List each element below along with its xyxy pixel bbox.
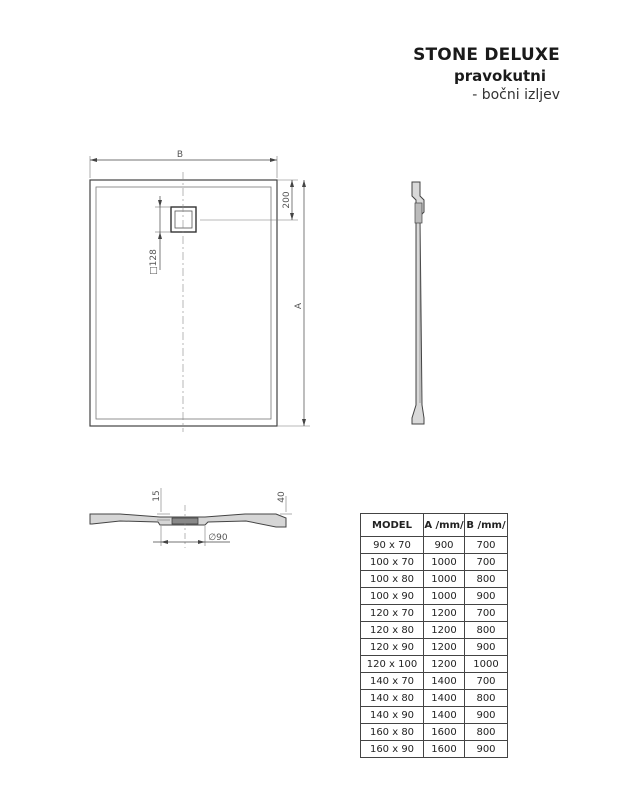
b-cell: 900 (465, 741, 508, 758)
b-cell: 700 (465, 537, 508, 554)
model-cell: 120 x 80 (361, 622, 424, 639)
model-cell: 140 x 90 (361, 707, 424, 724)
side-view (412, 182, 424, 424)
b-cell: 800 (465, 690, 508, 707)
a-cell: 1200 (424, 656, 465, 673)
label-diameter: ∅90 (208, 533, 228, 543)
a-cell: 1400 (424, 690, 465, 707)
b-cell: 800 (465, 622, 508, 639)
top-view (90, 156, 310, 432)
b-cell: 700 (465, 554, 508, 571)
tray-inner-rim (96, 187, 271, 419)
table-row (361, 622, 508, 639)
header-b: B /mm/ (465, 514, 508, 537)
a-cell: 1000 (424, 571, 465, 588)
table-row (361, 690, 508, 707)
b-cell: 900 (465, 707, 508, 724)
table-row (361, 571, 508, 588)
header-model: MODEL (361, 514, 424, 537)
a-cell: 1200 (424, 622, 465, 639)
product-title: STONE DELUXE (413, 45, 560, 65)
a-cell: 1600 (424, 741, 465, 758)
spec-table (360, 513, 508, 758)
a-cell: 1400 (424, 673, 465, 690)
model-cell: 90 x 70 (361, 537, 424, 554)
model-cell: 100 x 80 (361, 571, 424, 588)
cross-section (90, 488, 292, 548)
b-cell: 900 (465, 639, 508, 656)
table-row (361, 707, 508, 724)
table-row (361, 673, 508, 690)
model-cell: 100 x 90 (361, 588, 424, 605)
b-cell: 800 (465, 571, 508, 588)
label-128: □128 (149, 249, 159, 275)
model-cell: 140 x 70 (361, 673, 424, 690)
b-cell: 700 (465, 605, 508, 622)
model-cell: 120 x 70 (361, 605, 424, 622)
label-15: 15 (152, 490, 162, 502)
label-a: A (294, 302, 304, 310)
model-cell: 100 x 70 (361, 554, 424, 571)
a-cell: 1200 (424, 639, 465, 656)
model-cell: 160 x 80 (361, 724, 424, 741)
table-row (361, 724, 508, 741)
b-cell: 1000 (465, 656, 508, 673)
b-cell: 800 (465, 724, 508, 741)
table-header-row (361, 514, 508, 537)
a-cell: 1000 (424, 554, 465, 571)
drain-grate-inner (175, 211, 192, 228)
a-cell: 1600 (424, 724, 465, 741)
table-row (361, 554, 508, 571)
model-cell: 120 x 90 (361, 639, 424, 656)
table-row (361, 605, 508, 622)
table-row (361, 741, 508, 758)
label-40: 40 (277, 491, 287, 503)
model-cell: 120 x 100 (361, 656, 424, 673)
drain-subtitle: - bočni izljev (472, 87, 560, 103)
model-cell: 140 x 80 (361, 690, 424, 707)
table-body (361, 537, 508, 758)
table-row (361, 537, 508, 554)
tray-outline (90, 180, 277, 426)
table-row (361, 656, 508, 673)
shape-subtitle: pravokutni (454, 67, 546, 85)
table-row (361, 588, 508, 605)
a-cell: 900 (424, 537, 465, 554)
a-cell: 1200 (424, 605, 465, 622)
a-cell: 1400 (424, 707, 465, 724)
a-cell: 1000 (424, 588, 465, 605)
header-a: A /mm/ (424, 514, 465, 537)
model-cell: 160 x 90 (361, 741, 424, 758)
label-200: 200 (282, 191, 292, 209)
b-cell: 900 (465, 588, 508, 605)
b-cell: 700 (465, 673, 508, 690)
table-row (361, 639, 508, 656)
label-b: B (176, 150, 184, 160)
